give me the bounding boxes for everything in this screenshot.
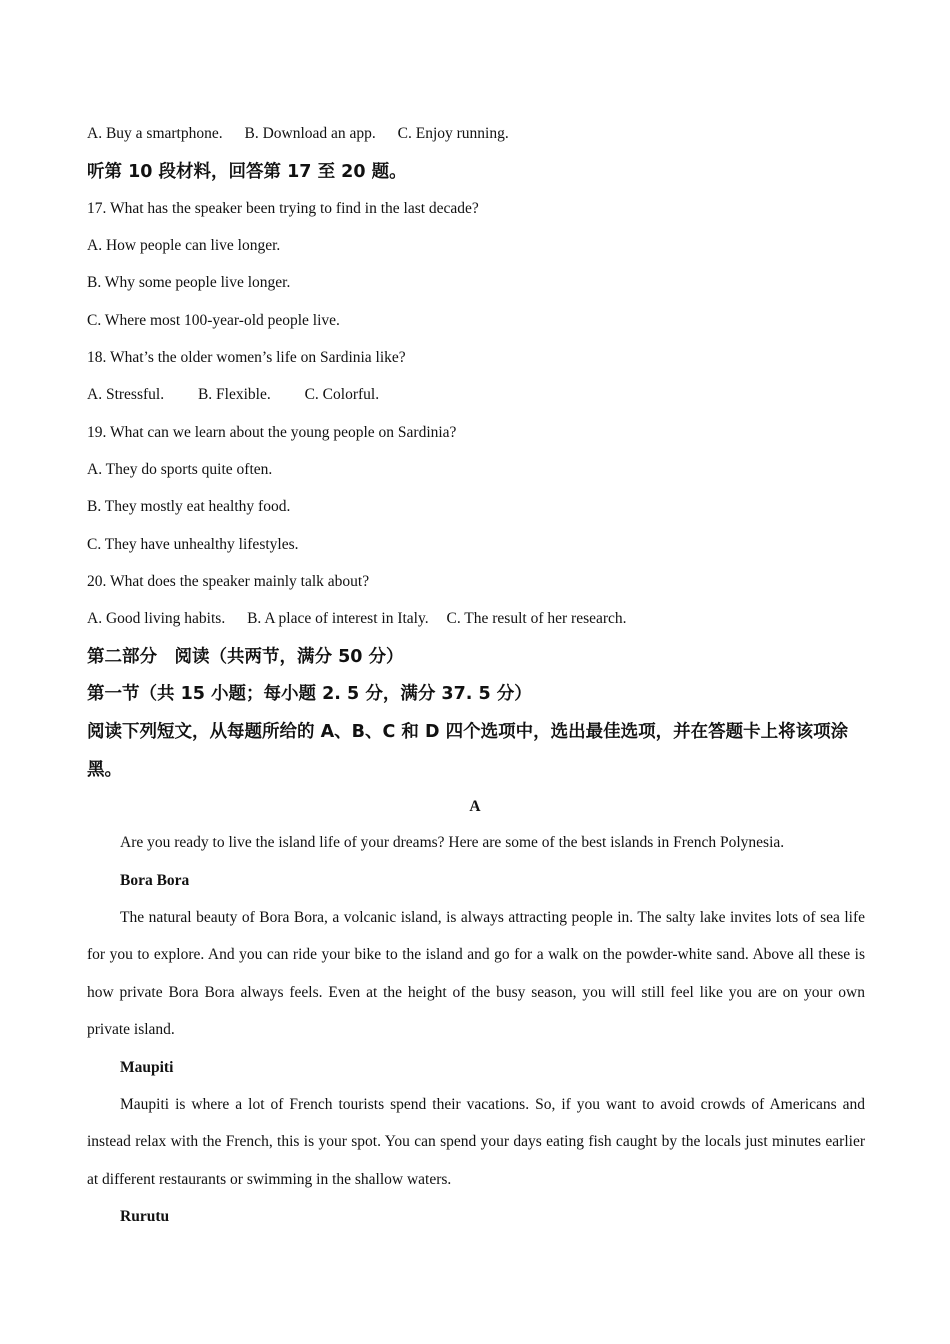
q19-option-a: A. They do sports quite often. [87, 461, 273, 478]
reading-instructions: 阅读下列短文，从每题所给的 A、B、C 和 D 四个选项中，选出最佳选项，并在答题卡上将该项涂黑。 [87, 722, 849, 780]
section1-heading: 第一节（共 15 小题；每小题 2. 5 分，满分 37. 5 分） [87, 684, 532, 704]
island-text-maupiti: Maupiti is where a lot of French tourists spend their vacations. So, if you want to avoid crowds of Americans and instead relax with the French, this is your spot. You can spend your days eating fish caught by the locals just minutes earlier at different restaurants or swimming in the shallow waters. [87, 1096, 865, 1188]
section10-heading: 听第 10 段材料，回答第 17 至 20 题。 [87, 162, 407, 182]
q16-option-a: A. Buy a smartphone. [87, 125, 223, 142]
q16-option-c: C. Enjoy running. [397, 125, 509, 142]
q18-option-a: A. Stressful. [87, 386, 165, 403]
q18-stem: 18. What’s the older women’s life on Sardinia like? [87, 349, 406, 366]
q16-options [87, 124, 509, 144]
q20-option-b: B. A place of interest in Italy. [247, 610, 429, 627]
passage-label: A [469, 798, 481, 815]
q19-stem: 19. What can we learn about the young people on Sardinia? [87, 424, 457, 441]
q17-option-a: A. How people can live longer. [87, 237, 281, 254]
q19-option-c: C. They have unhealthy lifestyles. [87, 536, 299, 553]
q16-option-b: B. Download an app. [244, 125, 376, 142]
q19-option-b: B. They mostly eat healthy food. [87, 498, 291, 515]
island-title-bora-bora: Bora Bora [120, 872, 190, 889]
q18-option-c: C. Colorful. [304, 386, 380, 403]
q18-options [87, 385, 379, 405]
island-title-rurutu: Rurutu [120, 1208, 170, 1225]
part2-heading: 第二部分 阅读（共两节，满分 50 分） [87, 647, 404, 667]
q17-option-b: B. Why some people live longer. [87, 274, 291, 291]
q17-stem: 17. What has the speaker been trying to find in the last decade? [87, 200, 479, 217]
island-text-bora-bora: The natural beauty of Bora Bora, a volcanic island, is always attracting people in. The salty lake invites lots of sea life for you to explore. And you can ride your bike to the island and go for a walk on the powder-white sand. Above all these is how private Bora Bora always feels. Even at the height of the busy season, you will still feel like you are on your own private island. [87, 909, 865, 1039]
q17-option-c: C. Where most 100-year-old people live. [87, 312, 340, 329]
q20-options [87, 609, 627, 629]
q18-option-b: B. Flexible. [197, 386, 271, 403]
island-title-maupiti: Maupiti [120, 1059, 174, 1076]
q20-stem: 20. What does the speaker mainly talk about? [87, 573, 370, 590]
q20-option-c: C. The result of her research. [446, 610, 627, 627]
passage-intro: Are you ready to live the island life of your dreams? Here are some of the best islands in French Polynesia. [120, 834, 785, 851]
q20-option-a: A. Good living habits. [87, 610, 226, 627]
